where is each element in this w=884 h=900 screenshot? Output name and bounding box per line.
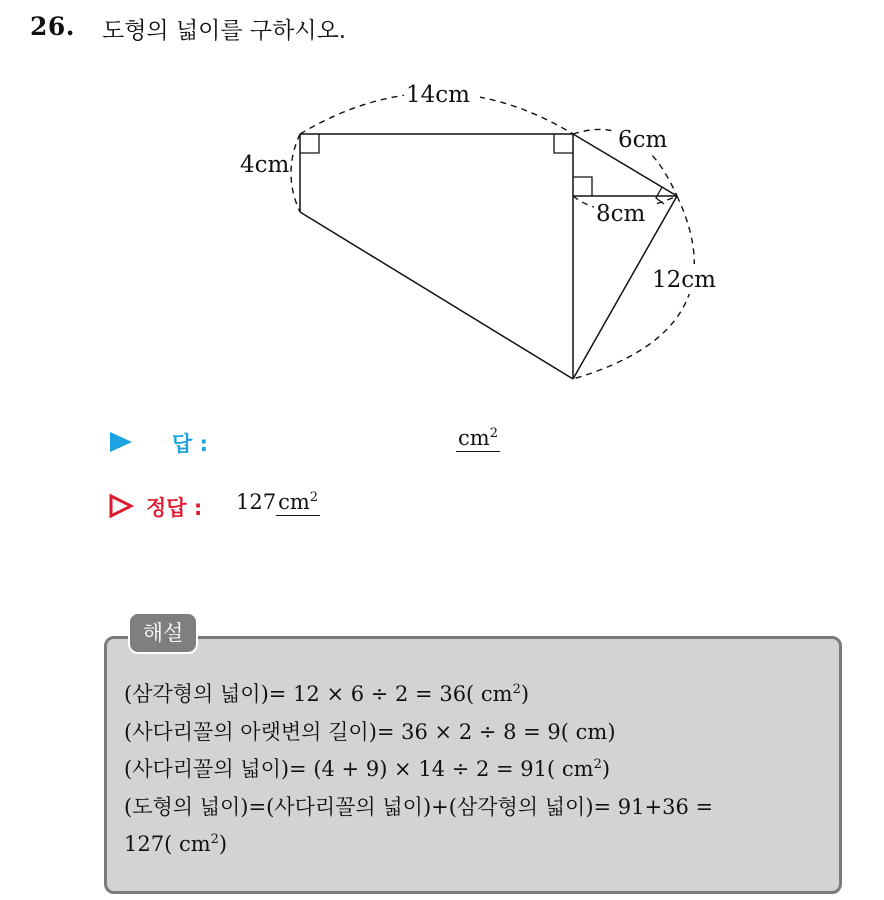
correct-answer-row (108, 488, 528, 524)
explanation-line: (사다리꼴의 넓이)= (4 + 9) × 14 ÷ 2 = 91( $cm^2$) (124, 757, 611, 781)
figure-shape (300, 134, 677, 379)
right-angle-markers (300, 134, 664, 204)
explanation-tab: 해설 (128, 612, 198, 654)
answer-label: 답 : (172, 432, 208, 456)
label-4cm: 4cm (240, 152, 290, 178)
right-angle-top-right (554, 134, 573, 153)
explanation-line: (도형의 넓이)=(사다리꼴의 넓이)+(삼각형의 넓이)= 91+36 = (124, 794, 714, 819)
right-angle-middle (573, 177, 592, 196)
question-number: 26. (30, 12, 75, 41)
question-text: 도형의 넓이를 구하시오. (102, 18, 347, 44)
trapezoid-slant-edge (300, 212, 573, 379)
explanation-line: (사다리꼴의 아랫변의 길이)= 36 × 2 ÷ 8 = 9( cm) (124, 719, 616, 744)
label-12cm: 12cm (652, 267, 716, 293)
explanation-lines (124, 676, 713, 864)
label-14cm: 14cm (406, 82, 470, 108)
answer-row (108, 424, 528, 460)
geometry-figure (0, 0, 884, 400)
play-triangle-icon (108, 430, 134, 454)
answer-unit: $cm^2$ (458, 426, 498, 450)
correct-label: 정답 : (146, 496, 203, 520)
correct-value: $127cm^2$ (236, 490, 319, 514)
arc-4 (291, 134, 300, 212)
explanation-line: 127( $cm^2$) (124, 832, 228, 856)
label-6cm: 6cm (618, 127, 668, 153)
right-angle-top-left (300, 134, 319, 153)
label-8cm: 8cm (596, 201, 646, 227)
explanation-line: (삼각형의 넓이)= 12 × 6 ÷ 2 = 36( $cm^2$) (124, 682, 530, 706)
outline-triangle-icon (108, 493, 134, 519)
